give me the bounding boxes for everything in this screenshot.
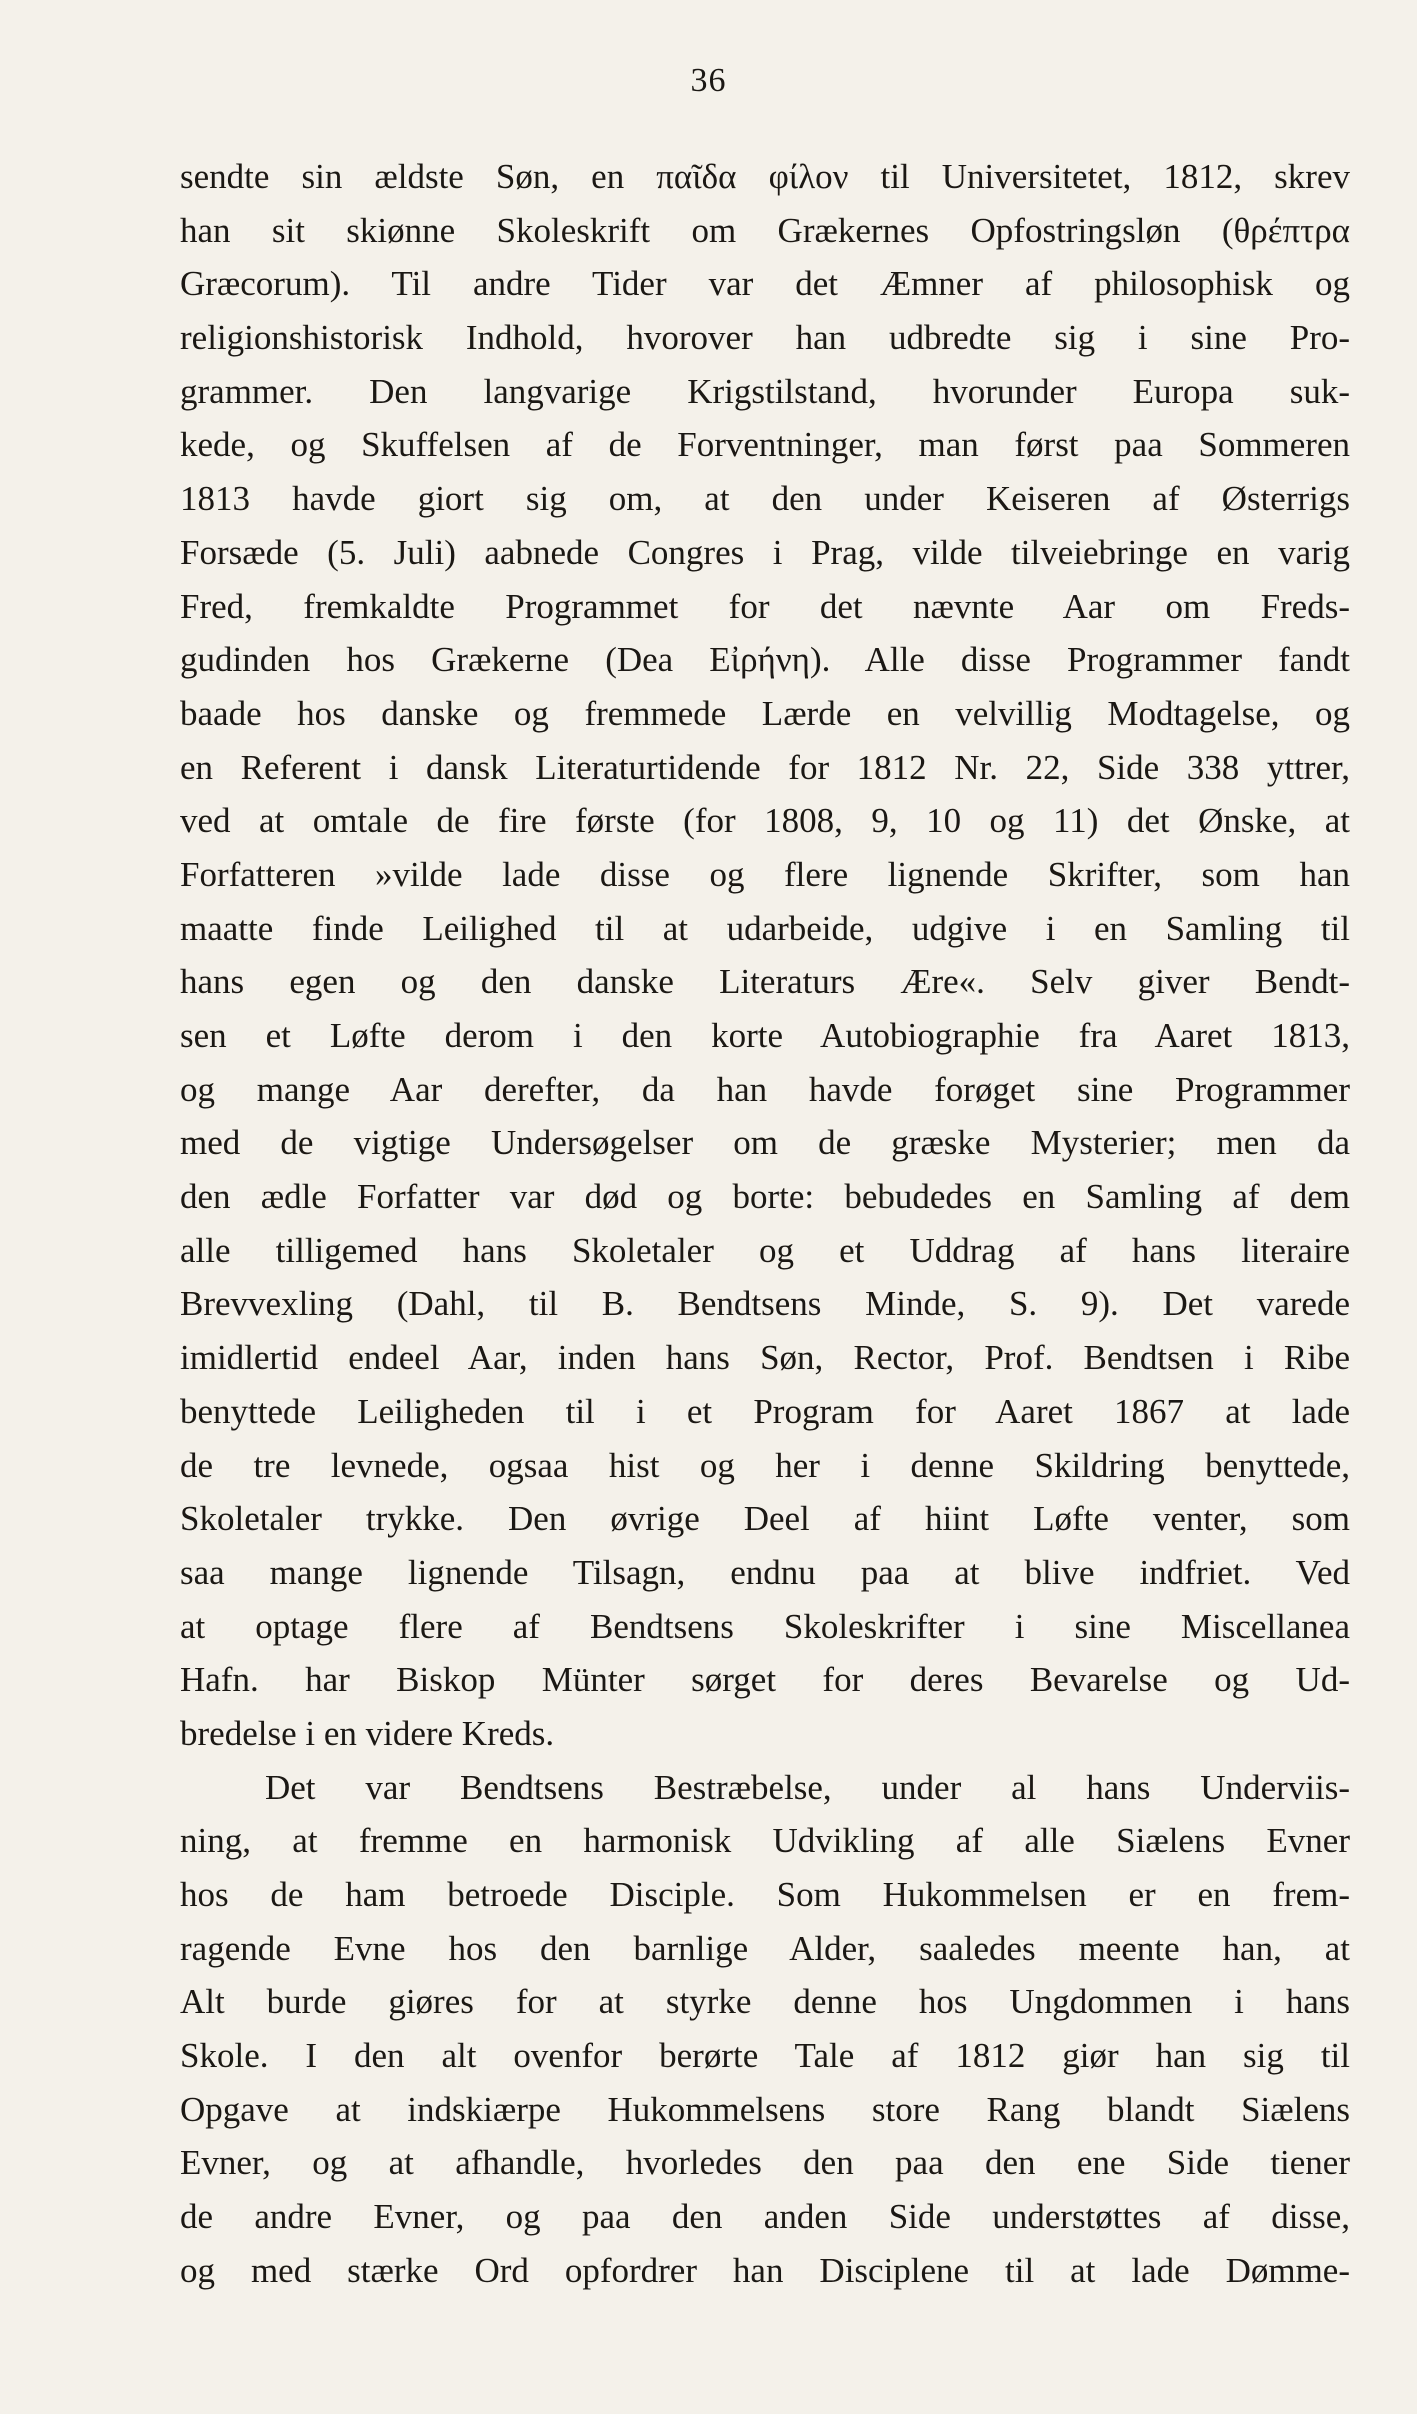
text-line: saa mange lignende Tilsagn, endnu paa at blive indfriet. Ved [180, 1552, 1350, 1592]
text-line: benyttede Leiligheden til i et Program for Aaret 1867 at lade [180, 1391, 1350, 1431]
text-line: gudinden hos Grækerne (Dea Εἰρήνη). Alle disse Programmer fandt [180, 640, 1350, 680]
paragraph-start-line: Det var Bendtsens Bestræbelse, under al hans Underviis- [265, 1767, 1350, 1807]
text-line: ragende Evne hos den barnlige Alder, saaledes meente han, at [180, 1928, 1350, 1968]
body-text [180, 150, 1350, 2298]
text-line: 1813 havde giort sig om, at den under Keiseren af Østerrigs [180, 479, 1350, 519]
text-line: en Referent i dansk Literaturtidende for 1812 Nr. 22, Side 338 yttrer, [180, 747, 1350, 787]
text-line: ning, at fremme en harmonisk Udvikling af alle Siælens Evner [180, 1821, 1350, 1861]
text-line: imidlertid endeel Aar, inden hans Søn, Rector, Prof. Bendtsen i Ribe [180, 1338, 1350, 1378]
text-line: Alt burde giøres for at styrke denne hos Ungdommen i hans [180, 1982, 1350, 2022]
text-line: kede, og Skuffelsen af de Forventninger, man først paa Sommeren [180, 425, 1350, 465]
text-line: baade hos danske og fremmede Lærde en velvillig Modtagelse, og [180, 693, 1350, 733]
text-line: ved at omtale de fire første (for 1808, 9, 10 og 11) det Ønske, at [180, 801, 1350, 841]
text-line: sendte sin ældste Søn, en παῖδα φίλον til Universitetet, 1812, skrev [180, 157, 1350, 196]
paragraph-end-line: bredelse i en videre Kreds. [180, 1713, 555, 1753]
text-line: Græcorum). Til andre Tider var det Æmner af philosophisk og [180, 264, 1350, 304]
text-line: og mange Aar derefter, da han havde forøget sine Programmer [180, 1069, 1350, 1109]
text-line: Skole. I den alt ovenfor berørte Tale af 1812 giør han sig til [180, 2036, 1350, 2076]
text-line: de andre Evner, og paa den anden Side understøttes af disse, [180, 2197, 1350, 2237]
text-line: hans egen og den danske Literaturs Ære«. Selv giver Bendt- [180, 962, 1350, 1002]
text-line: religionshistorisk Indhold, hvorover han udbredte sig i sine Pro- [180, 318, 1350, 358]
text-line: og med stærke Ord opfordrer han Disciplene til at lade Dømme- [180, 2250, 1350, 2290]
text-line: den ædle Forfatter var død og borte: bebudedes en Samling af dem [180, 1177, 1350, 1217]
text-line: de tre levnede, ogsaa hist og her i denne Skildring benyttede, [180, 1445, 1350, 1485]
page-number: 36 [690, 62, 727, 99]
text-line: sen et Løfte derom i den korte Autobiographie fra Aaret 1813, [180, 1016, 1350, 1055]
text-line: Fred, fremkaldte Programmet for det nævnte Aar om Freds- [180, 586, 1350, 626]
text-line: Skoletaler trykke. Den øvrige Deel af hiint Løfte venter, som [180, 1499, 1350, 1539]
text-line: alle tilligemed hans Skoletaler og et Uddrag af hans literaire [180, 1230, 1350, 1270]
text-line: Forfatteren »vilde lade disse og flere lignende Skrifter, som han [180, 854, 1350, 894]
text-line: hos de ham betroede Disciple. Som Hukommelsen er en frem- [180, 1875, 1350, 1914]
text-line: maatte finde Leilighed til at udarbeide, udgive i en Samling til [180, 908, 1350, 948]
text-line: Brevvexling (Dahl, til B. Bendtsens Minde, S. 9). Det varede [180, 1284, 1350, 1324]
text-line: Opgave at indskiærpe Hukommelsens store Rang blandt Siælens [180, 2089, 1350, 2129]
text-line: Evner, og at afhandle, hvorledes den paa den ene Side tiener [180, 2143, 1350, 2183]
text-line: med de vigtige Undersøgelser om de græske Mysterier; men da [180, 1123, 1350, 1163]
text-line: grammer. Den langvarige Krigstilstand, hvorunder Europa suk- [180, 371, 1350, 411]
text-line: Forsæde (5. Juli) aabnede Congres i Prag, vilde tilveiebringe en varig [180, 532, 1350, 572]
text-line: Hafn. har Biskop Münter sørget for deres Bevarelse og Ud- [180, 1660, 1350, 1700]
text-line: at optage flere af Bendtsens Skoleskrifter i sine Miscellanea [180, 1606, 1350, 1646]
text-line: han sit skiønne Skoleskrift om Grækernes Opfostringsløn (θρέπτρα [180, 210, 1350, 250]
